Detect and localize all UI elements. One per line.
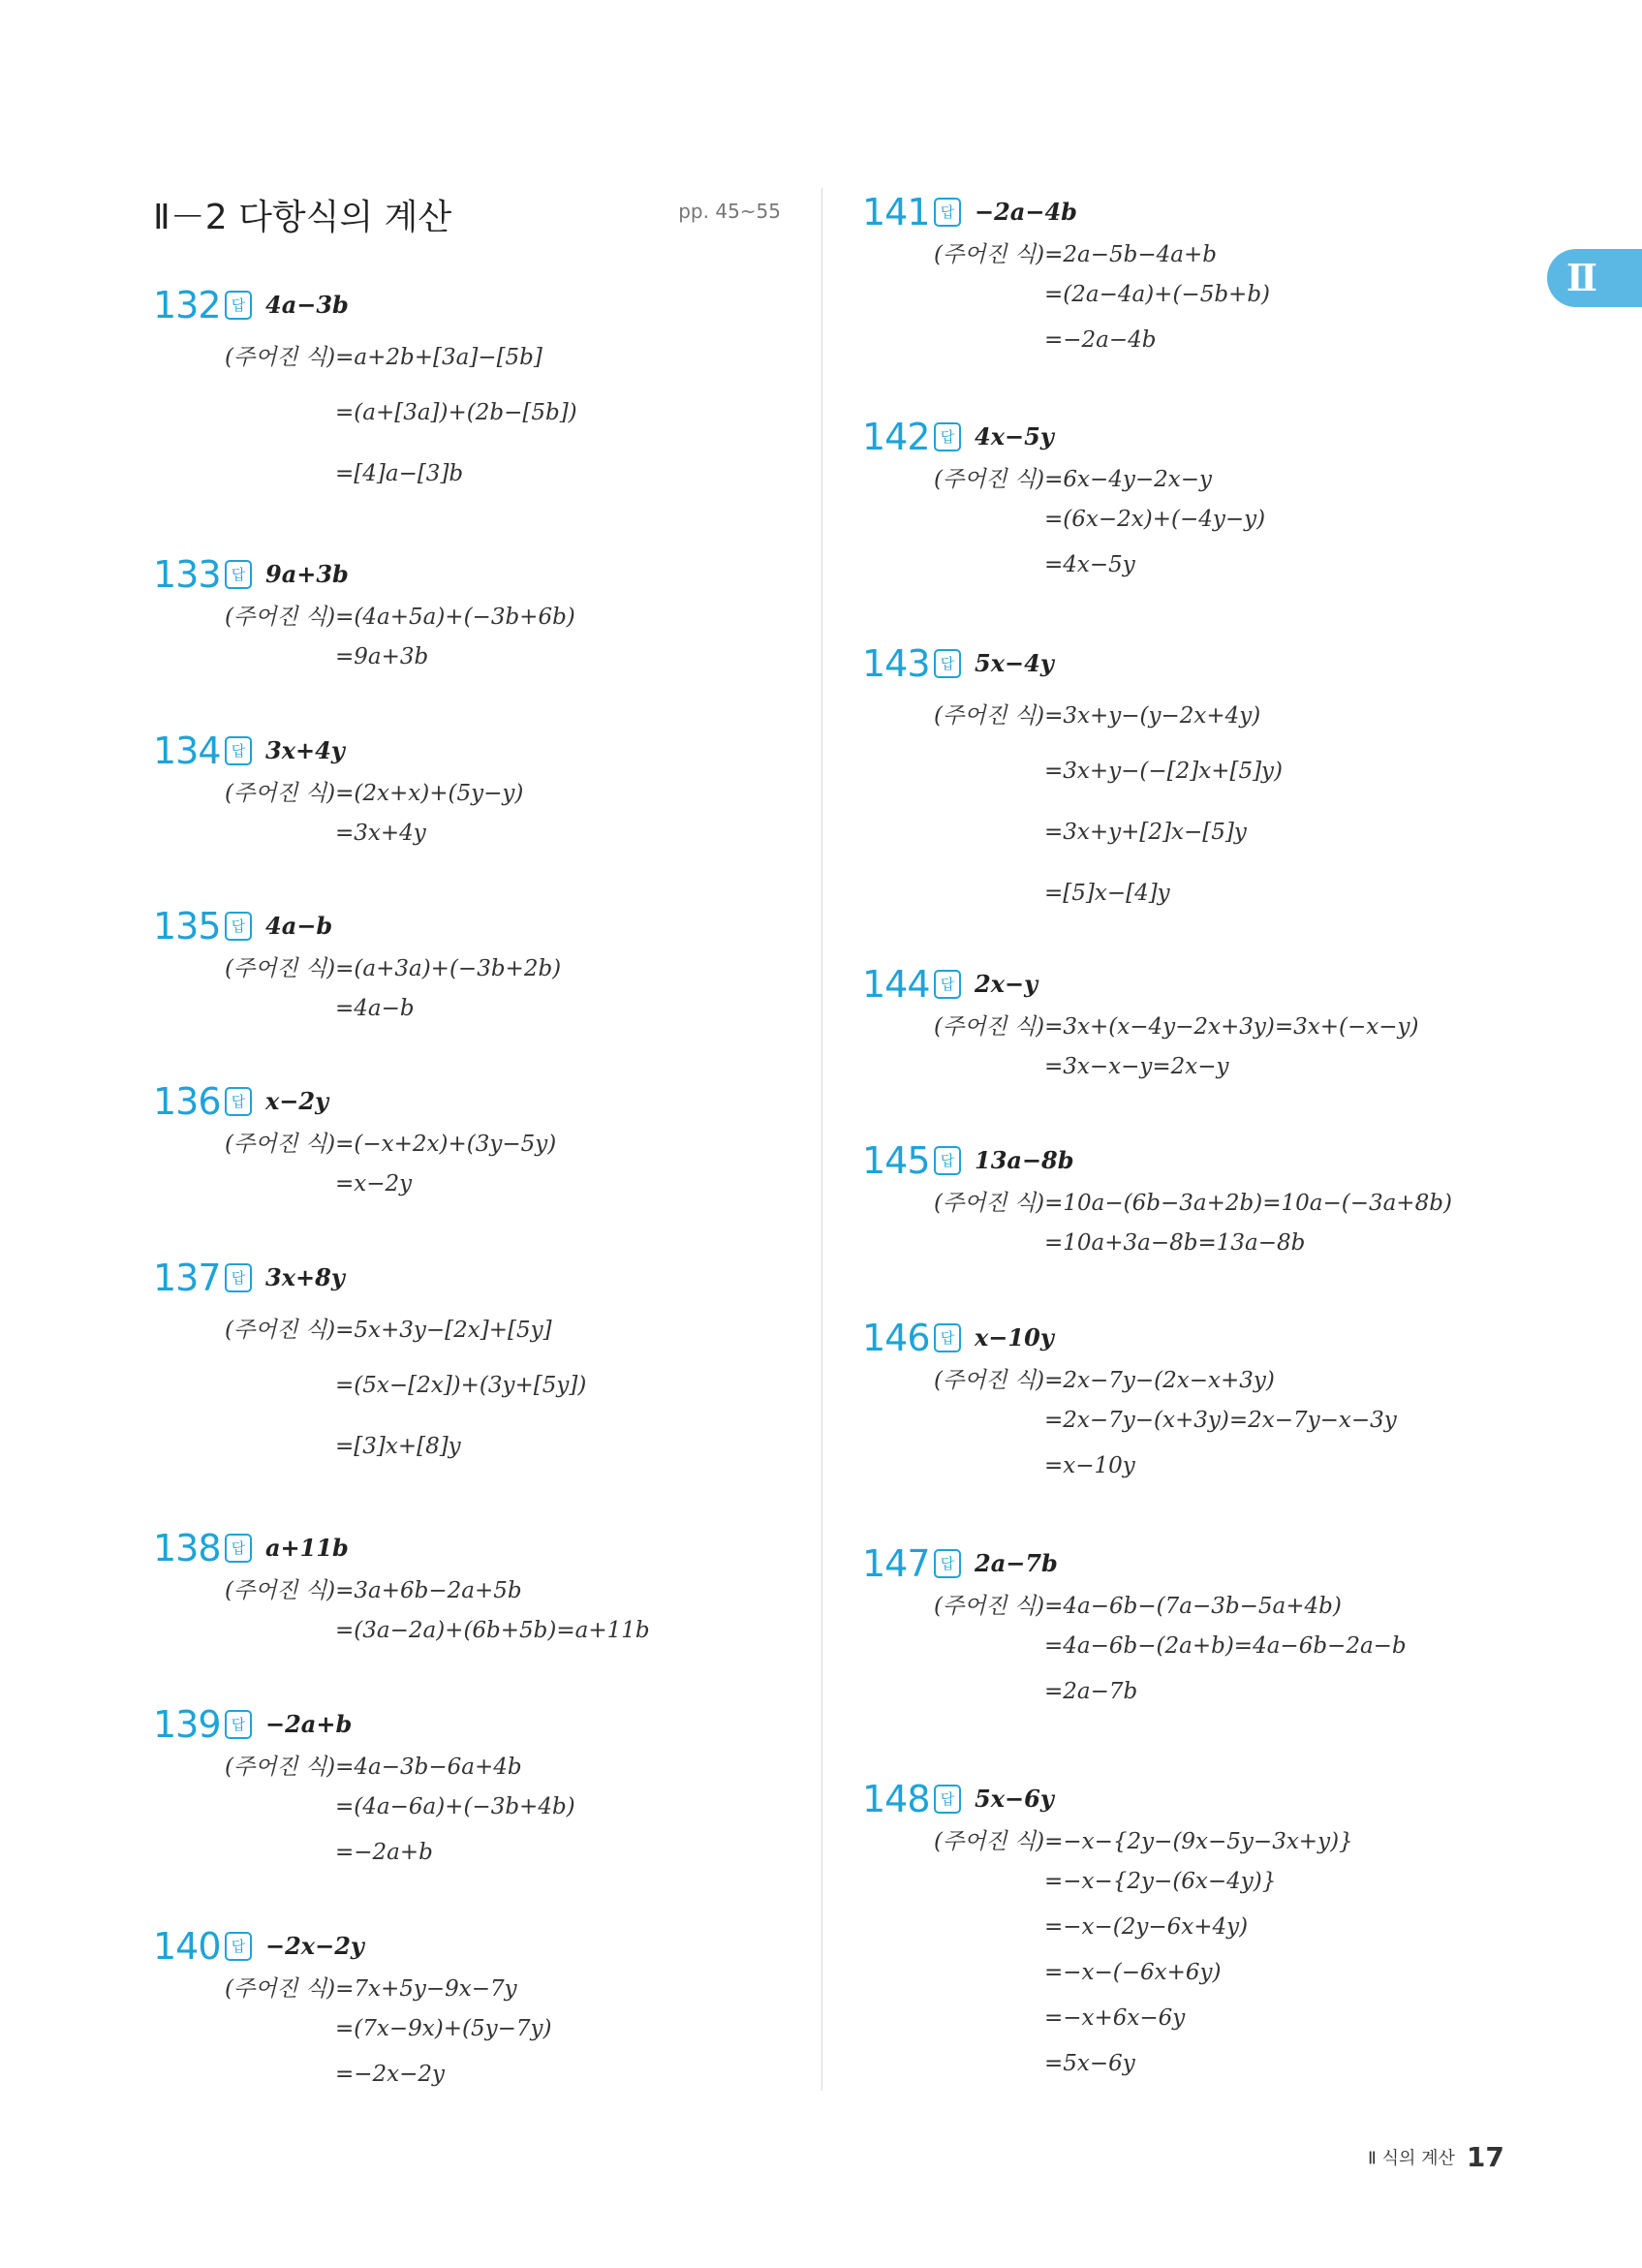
solution-line: =−x+6x−6y <box>1044 2005 1186 2031</box>
solution-line: =(4a−6a)+(−3b+4b) <box>335 1794 575 1819</box>
problem-headline <box>862 641 1540 686</box>
section-header <box>153 190 781 238</box>
problem-number: 132 <box>153 284 221 326</box>
problem-number: 145 <box>862 1139 930 1182</box>
problem-145 <box>862 1138 1540 1256</box>
problem-number: 137 <box>153 1257 221 1299</box>
page-footer <box>1368 2141 1504 2173</box>
problem-138 <box>153 1526 831 1643</box>
problem-number: 138 <box>153 1527 221 1569</box>
problem-number: 146 <box>862 1317 930 1359</box>
answer-badge-icon: 답 <box>934 422 961 451</box>
problem-137 <box>153 1256 831 1459</box>
solution-line: =3x−x−y=2x−y <box>1044 1054 1229 1079</box>
page-range: pp. 45~55 <box>678 200 781 223</box>
problem-141 <box>862 190 1540 353</box>
answer-value: 9a+3b <box>265 560 349 588</box>
solution-line: (주어진 식)=(a+3a)+(−3b+2b) <box>225 956 562 981</box>
solution-line: (주어진 식)=6x−4y−2x−y <box>934 467 1213 492</box>
answer-value: x−10y <box>975 1323 1054 1351</box>
answer-badge-icon: 답 <box>934 1323 961 1352</box>
problem-headline <box>153 1526 831 1570</box>
problem-135 <box>153 904 831 1021</box>
section-title: Ⅱ－2 다항식의 계산 <box>153 198 452 237</box>
problem-number: 148 <box>862 1778 930 1820</box>
problem-number: 133 <box>153 553 221 596</box>
problem-number: 144 <box>862 963 930 1006</box>
answer-value: −2a+b <box>265 1710 353 1738</box>
answer-value: −2x−2y <box>265 1932 364 1960</box>
answer-badge-icon: 답 <box>934 1785 961 1814</box>
answer-badge-icon: 답 <box>934 970 961 999</box>
solution-line: (주어진 식)=(4a+5a)+(−3b+6b) <box>225 605 575 630</box>
solution-line: =−2a+b <box>335 1840 433 1865</box>
answer-badge-icon: 답 <box>934 1146 961 1175</box>
column-divider <box>821 188 822 2091</box>
problem-headline <box>153 552 831 597</box>
answer-badge-icon: 답 <box>225 736 252 765</box>
answer-value: 5x−6y <box>975 1785 1054 1813</box>
answer-badge-icon: 답 <box>225 1534 252 1563</box>
answer-badge-icon: 답 <box>225 1710 252 1739</box>
problem-number: 147 <box>862 1542 930 1585</box>
solution-line: =−2a−4b <box>1044 327 1157 353</box>
solution-line: (주어진 식)=2x−7y−(2x−x+3y) <box>934 1368 1275 1393</box>
problem-headline <box>153 1702 831 1747</box>
answer-value: 5x−4y <box>975 649 1054 677</box>
solution-line: =2a−7b <box>1044 1679 1138 1704</box>
answer-value: 4x−5y <box>975 422 1054 450</box>
answer-badge-icon: 답 <box>225 560 252 589</box>
solution-line: =(5x−[2x])+(3y+[5y]) <box>335 1373 587 1398</box>
solution-line: =[4]a−[3]b <box>335 461 464 486</box>
answer-badge-icon: 답 <box>225 291 252 320</box>
solution-line: =4a−b <box>335 996 415 1021</box>
solution-line: =4a−6b−(2a+b)=4a−6b−2a−b <box>1044 1633 1407 1659</box>
answer-value: x−2y <box>265 1087 329 1115</box>
answer-badge-icon: 답 <box>225 1263 252 1292</box>
answer-value: 4a−b <box>265 912 333 940</box>
solution-line: =−x−{2y−(6x−4y)} <box>1044 1869 1277 1894</box>
answer-value: 3x+4y <box>265 736 345 764</box>
problem-139 <box>153 1702 831 1865</box>
solution-line: =−x−(−6x+6y) <box>1044 1960 1222 1985</box>
problem-headline <box>153 1256 831 1300</box>
problem-140 <box>153 1924 831 2087</box>
problem-142 <box>862 415 1540 577</box>
problem-number: 135 <box>153 905 221 948</box>
problem-134 <box>153 729 831 846</box>
solution-line: =9a+3b <box>335 644 429 669</box>
problem-number: 140 <box>153 1925 221 1968</box>
solution-line: =x−10y <box>1044 1453 1135 1478</box>
problem-number: 142 <box>862 416 930 458</box>
solution-line: =3x+4y <box>335 821 426 846</box>
footer-chapter-title: Ⅱ 식의 계산 <box>1368 2148 1455 2169</box>
problem-headline <box>862 1541 1540 1586</box>
solution-line: =(3a−2a)+(6b+5b)=a+11b <box>335 1618 650 1643</box>
problem-148 <box>862 1777 1540 2076</box>
problem-number: 139 <box>153 1703 221 1746</box>
problem-132 <box>153 283 831 486</box>
problem-headline <box>862 962 1540 1007</box>
chapter-side-tab: Ⅱ <box>1547 249 1642 307</box>
problem-headline <box>153 729 831 773</box>
solution-line: =−x−(2y−6x+4y) <box>1044 1914 1249 1940</box>
answer-value: a+11b <box>265 1534 349 1562</box>
problem-143 <box>862 641 1540 906</box>
problem-146 <box>862 1316 1540 1478</box>
problem-headline <box>153 904 831 948</box>
solution-line: (주어진 식)=4a−6b−(7a−3b−5a+4b) <box>934 1594 1342 1619</box>
problem-headline <box>862 1138 1540 1183</box>
problem-number: 136 <box>153 1080 221 1123</box>
solution-line: =(6x−2x)+(−4y−y) <box>1044 507 1266 532</box>
answer-value: −2a−4b <box>975 198 1077 226</box>
problem-headline <box>862 1777 1540 1821</box>
problem-headline <box>862 415 1540 459</box>
solution-line: (주어진 식)=3x+y−(y−2x+4y) <box>934 703 1261 729</box>
solution-line: =(2a−4a)+(−5b+b) <box>1044 282 1271 307</box>
solution-line: (주어진 식)=(−x+2x)+(3y−5y) <box>225 1132 557 1157</box>
solution-line: =[3]x+[8]y <box>335 1434 461 1459</box>
solution-line: =2x−7y−(x+3y)=2x−7y−x−3y <box>1044 1408 1397 1433</box>
answer-value: 4a−3b <box>265 291 349 319</box>
problem-number: 134 <box>153 730 221 772</box>
solution-line: (주어진 식)=7x+5y−9x−7y <box>225 1976 517 2002</box>
problem-headline <box>862 190 1540 234</box>
solution-line: =(a+[3a])+(2b−[5b]) <box>335 400 577 425</box>
solution-line: =3x+y+[2]x−[5]y <box>1044 820 1247 845</box>
problem-headline <box>862 1316 1540 1360</box>
solution-line: (주어진 식)=−x−{2y−(9x−5y−3x+y)} <box>934 1829 1353 1854</box>
answer-value: 3x+8y <box>265 1263 345 1291</box>
solution-line: (주어진 식)=5x+3y−[2x]+[5y] <box>225 1318 552 1343</box>
answer-badge-icon: 답 <box>934 649 961 678</box>
solution-line: =[5]x−[4]y <box>1044 881 1170 906</box>
answer-badge-icon: 답 <box>934 198 961 227</box>
answer-badge-icon: 답 <box>225 1932 252 1961</box>
solution-line: =3x+y−(−[2]x+[5]y) <box>1044 759 1284 784</box>
problem-headline <box>153 1079 831 1124</box>
solution-line: =x−2y <box>335 1171 413 1196</box>
solution-line: (주어진 식)=(2x+x)+(5y−y) <box>225 781 524 806</box>
page-number: 17 <box>1466 2141 1504 2173</box>
problem-133 <box>153 552 831 669</box>
answer-badge-icon: 답 <box>225 1087 252 1116</box>
solution-line: (주어진 식)=4a−3b−6a+4b <box>225 1755 522 1780</box>
problem-number: 141 <box>862 191 930 233</box>
answer-badge-icon: 답 <box>225 912 252 941</box>
problem-136 <box>153 1079 831 1196</box>
solution-line: (주어진 식)=10a−(6b−3a+2b)=10a−(−3a+8b) <box>934 1191 1452 1216</box>
problem-number: 143 <box>862 642 930 685</box>
solution-line: (주어진 식)=2a−5b−4a+b <box>934 242 1217 267</box>
answer-badge-icon: 답 <box>934 1549 961 1578</box>
solution-line: =−2x−2y <box>335 2062 446 2087</box>
answer-value: 2x−y <box>975 970 1038 998</box>
solution-line: =10a+3a−8b=13a−8b <box>1044 1230 1306 1256</box>
solution-line: (주어진 식)=3x+(x−4y−2x+3y)=3x+(−x−y) <box>934 1014 1419 1040</box>
problem-headline <box>153 1924 831 1969</box>
solution-line: =(7x−9x)+(5y−7y) <box>335 2016 552 2041</box>
solution-line: (주어진 식)=3a+6b−2a+5b <box>225 1578 522 1603</box>
solution-line: =4x−5y <box>1044 552 1135 577</box>
answer-value: 13a−8b <box>975 1146 1074 1174</box>
problem-147 <box>862 1541 1540 1704</box>
solution-line: (주어진 식)=a+2b+[3a]−[5b] <box>225 345 542 370</box>
solution-line: =5x−6y <box>1044 2051 1135 2076</box>
problem-headline <box>153 283 831 327</box>
answer-value: 2a−7b <box>975 1549 1058 1577</box>
problem-144 <box>862 962 1540 1079</box>
